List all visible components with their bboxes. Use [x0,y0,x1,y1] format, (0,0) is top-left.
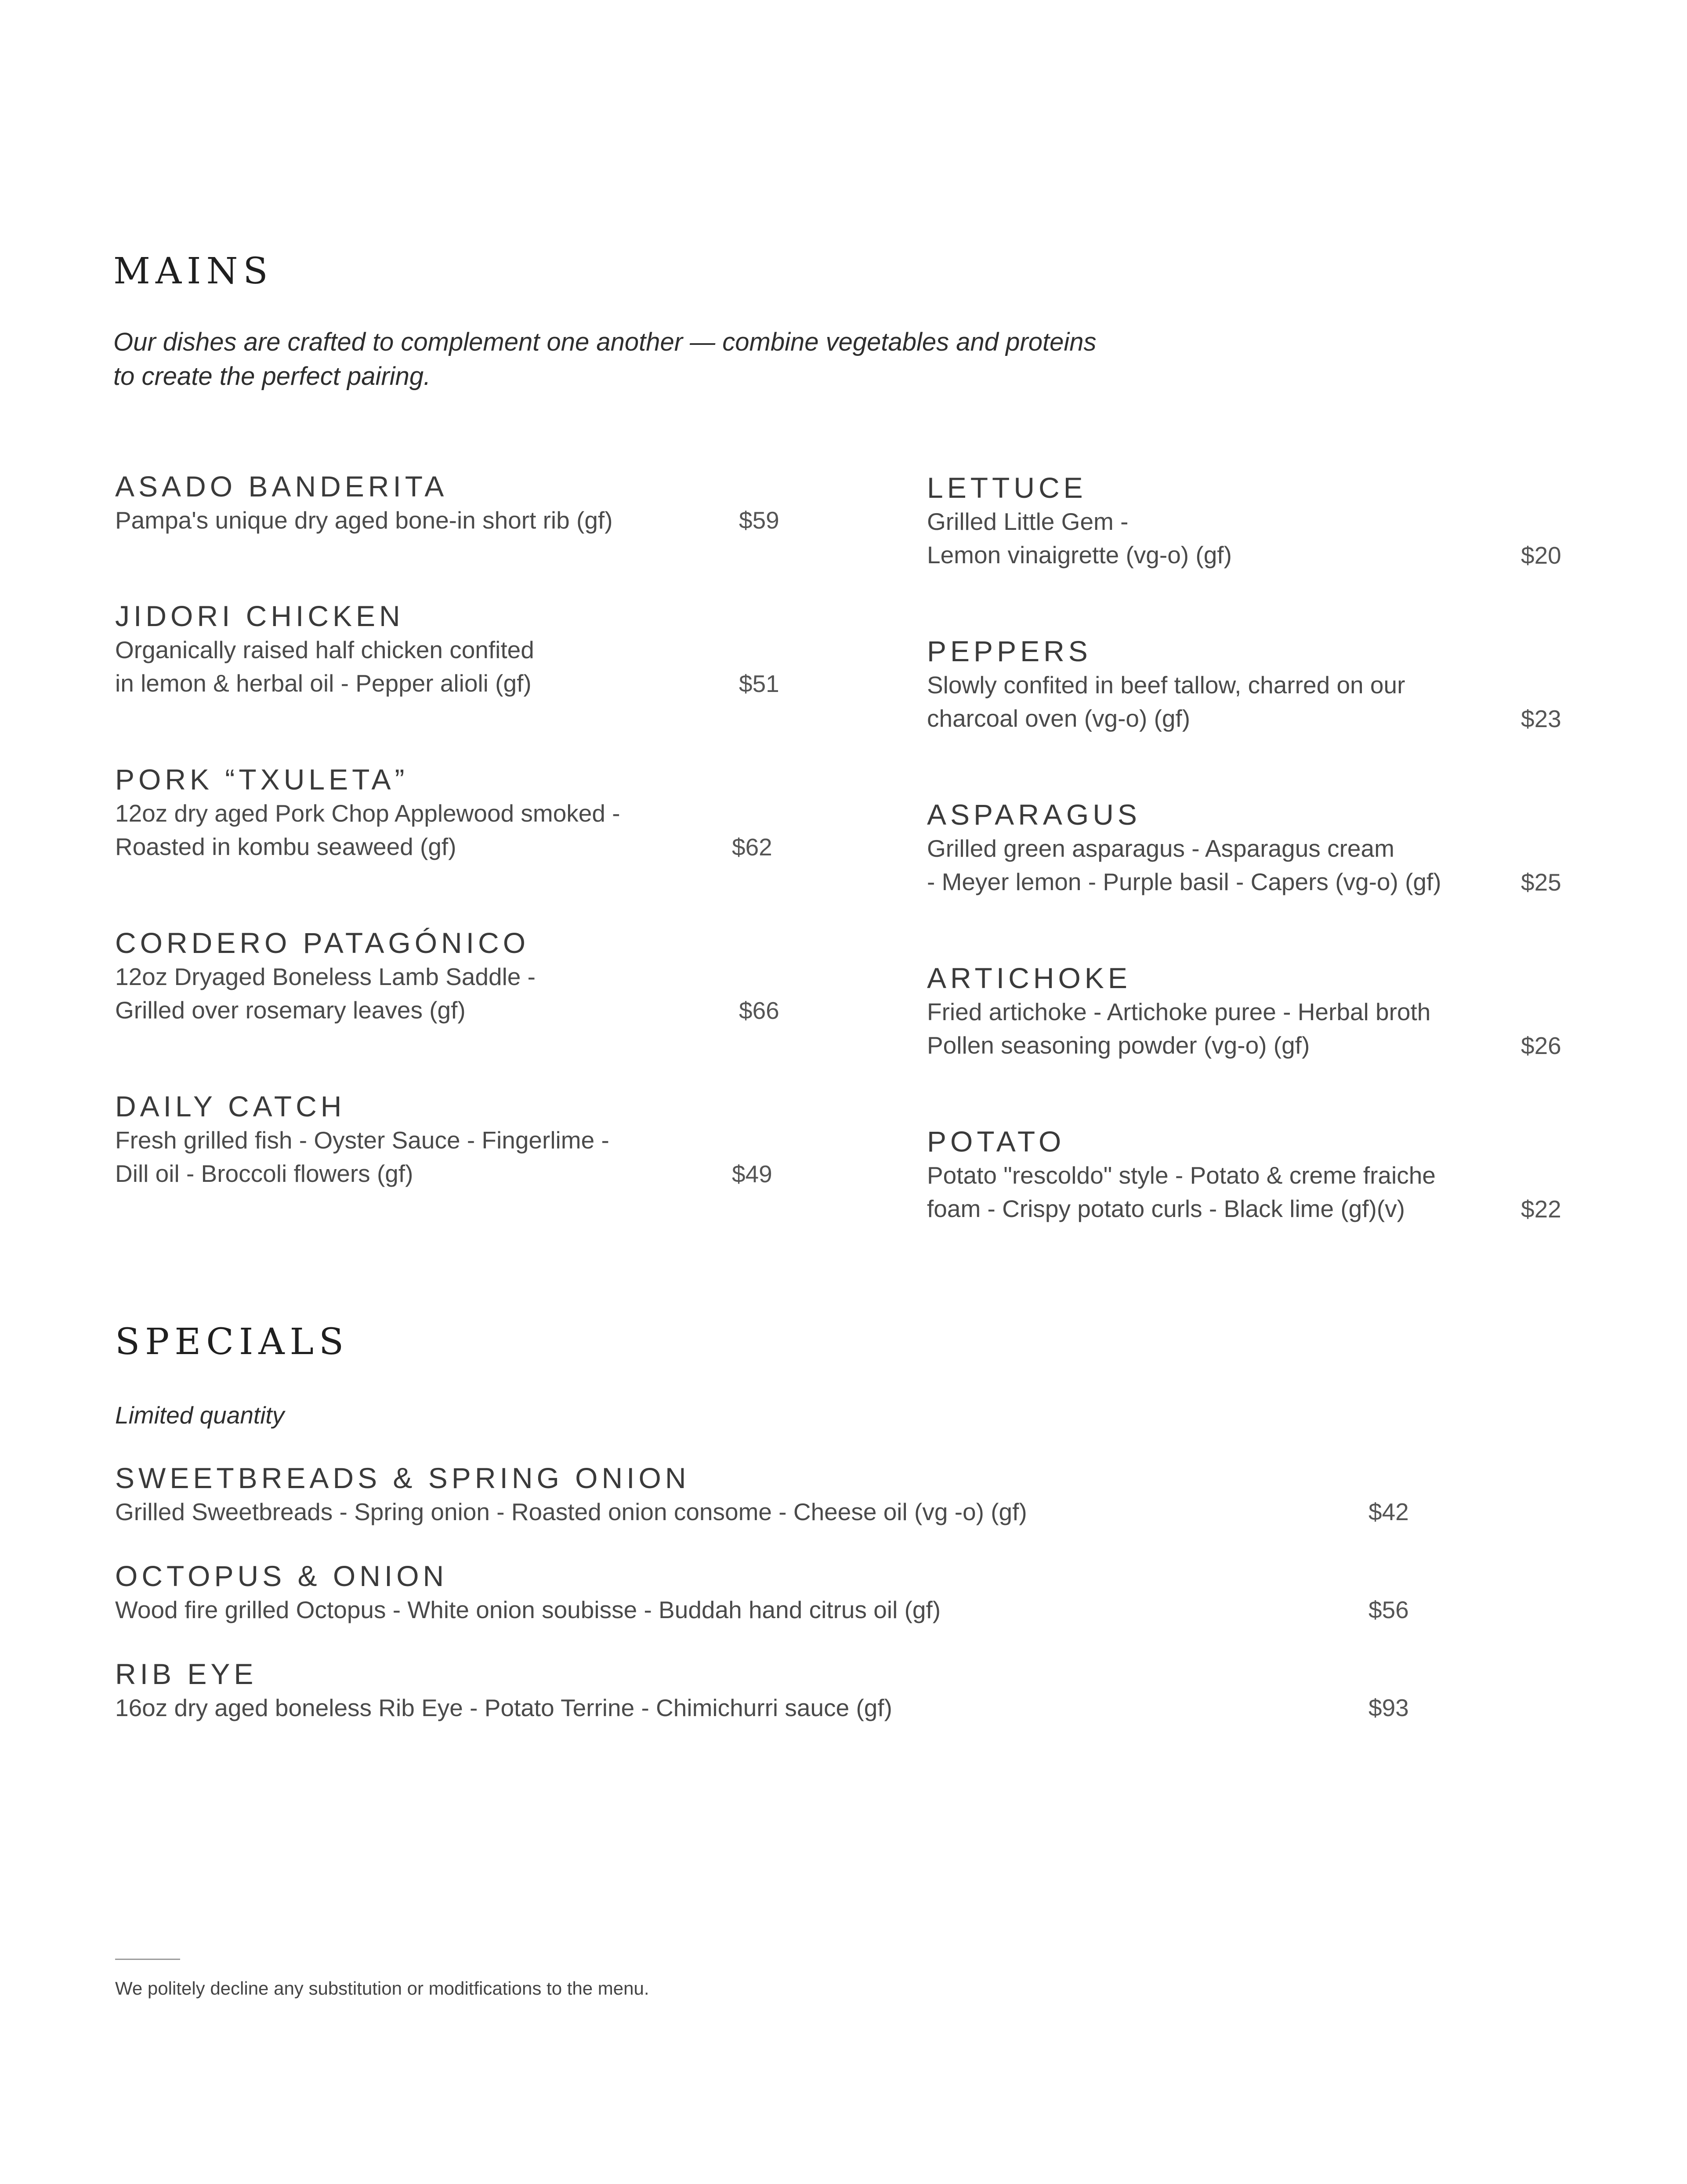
dish-name: OCTOPUS & ONION [115,1560,448,1592]
dish-description: Lemon vinaigrette (vg-o) (gf) [927,541,1232,569]
mains-intro-line1: Our dishes are crafted to complement one another — combine vegetables and proteins [113,328,1097,356]
dish-price: $56 [1368,1596,1409,1623]
footer-note: We politely decline any substitution or moditfications to the menu. [115,1978,649,1999]
dish-description: charcoal oven (vg-o) (gf) [927,705,1191,732]
dish-description: Grilled green asparagus - Asparagus cream [927,835,1394,862]
dish-description: 12oz dry aged Pork Chop Applewood smoked - [115,800,620,827]
specials-title: SPECIALS [115,1321,349,1363]
dish-price: $42 [1368,1498,1409,1525]
main-item-lettuce [927,471,1232,572]
dish-name: ARTICHOKE [927,962,1131,994]
dish-price: $59 [739,507,779,534]
dish-price: $93 [1368,1694,1409,1721]
special-item-rib-eye [115,1657,892,1724]
dish-price: $23 [1521,705,1561,732]
dish-name: POTATO [927,1125,1065,1158]
dish-name: ASPARAGUS [927,798,1141,831]
main-item-peppers [927,634,1405,735]
special-item-sweetbreads [115,1461,1027,1528]
specials-subtitle: Limited quantity [115,1402,285,1429]
dish-description: Pampa's unique dry aged bone-in short rib (gf) [115,507,613,534]
footer-divider [115,1959,180,1960]
dish-description: 16oz dry aged boneless Rib Eye - Potato Terrine - Chimichurri sauce (gf) [115,1694,892,1721]
dish-description: Slowly confited in beef tallow, charred on our [927,671,1405,699]
main-item-cordero-patagonico [115,926,536,1027]
dish-name: LETTUCE [927,471,1087,504]
main-item-daily-catch [115,1089,609,1190]
special-item-octopus [115,1559,941,1626]
dish-description: Organically raised half chicken confited [115,636,534,663]
mains-intro-line2: to create the perfect pairing. [113,362,431,391]
dish-name: SWEETBREADS & SPRING ONION [115,1462,690,1494]
dish-name: ASADO BANDERITA [115,470,448,503]
mains-title: MAINS [113,250,273,292]
main-item-asado-banderita [115,469,613,537]
dish-price: $66 [739,997,779,1024]
dish-description: in lemon & herbal oil - Pepper alioli (gf) [115,670,532,697]
dish-price: $49 [732,1160,772,1188]
dish-price: $51 [739,670,779,697]
dish-description: Grilled Sweetbreads - Spring onion - Roasted onion consome - Cheese oil (vg -o) (gf) [115,1498,1027,1525]
main-item-artichoke [927,961,1430,1062]
dish-name: RIB EYE [115,1658,257,1690]
dish-description: Potato "rescoldo" style - Potato & creme fraiche [927,1162,1436,1189]
main-item-jidori-chicken [115,599,534,700]
dish-description: Fresh grilled fish - Oyster Sauce - Fingerlime - [115,1126,609,1154]
main-item-pork-txuleta [115,762,620,863]
dish-price: $22 [1521,1195,1561,1223]
dish-name: CORDERO PATAGÓNICO [115,927,530,959]
main-item-potato [927,1124,1436,1225]
dish-description: Grilled over rosemary leaves (gf) [115,996,466,1024]
main-item-asparagus [927,797,1441,898]
dish-price: $25 [1521,869,1561,896]
dish-description: Fried artichoke - Artichoke puree - Herbal broth [927,998,1431,1025]
dish-name: PEPPERS [927,635,1092,667]
dish-name: JIDORI CHICKEN [115,600,404,632]
dish-price: $26 [1521,1032,1561,1059]
dish-description: - Meyer lemon - Purple basil - Capers (vg-o) (gf) [927,868,1441,895]
dish-description: Pollen seasoning powder (vg-o) (gf) [927,1032,1310,1059]
dish-name: PORK “TXULETA” [115,763,409,796]
dish-price: $62 [732,833,772,861]
dish-description: Roasted in kombu seaweed (gf) [115,833,456,860]
dish-name: DAILY CATCH [115,1090,346,1123]
dish-description: 12oz Dryaged Boneless Lamb Saddle - [115,963,536,990]
dish-description: Wood fire grilled Octopus - White onion soubisse - Buddah hand citrus oil (gf) [115,1596,941,1623]
dish-description: Dill oil - Broccoli flowers (gf) [115,1160,413,1187]
dish-description: foam - Crispy potato curls - Black lime (gf)(v) [927,1195,1405,1222]
dish-description: Grilled Little Gem - [927,508,1129,535]
dish-price: $20 [1521,542,1561,569]
